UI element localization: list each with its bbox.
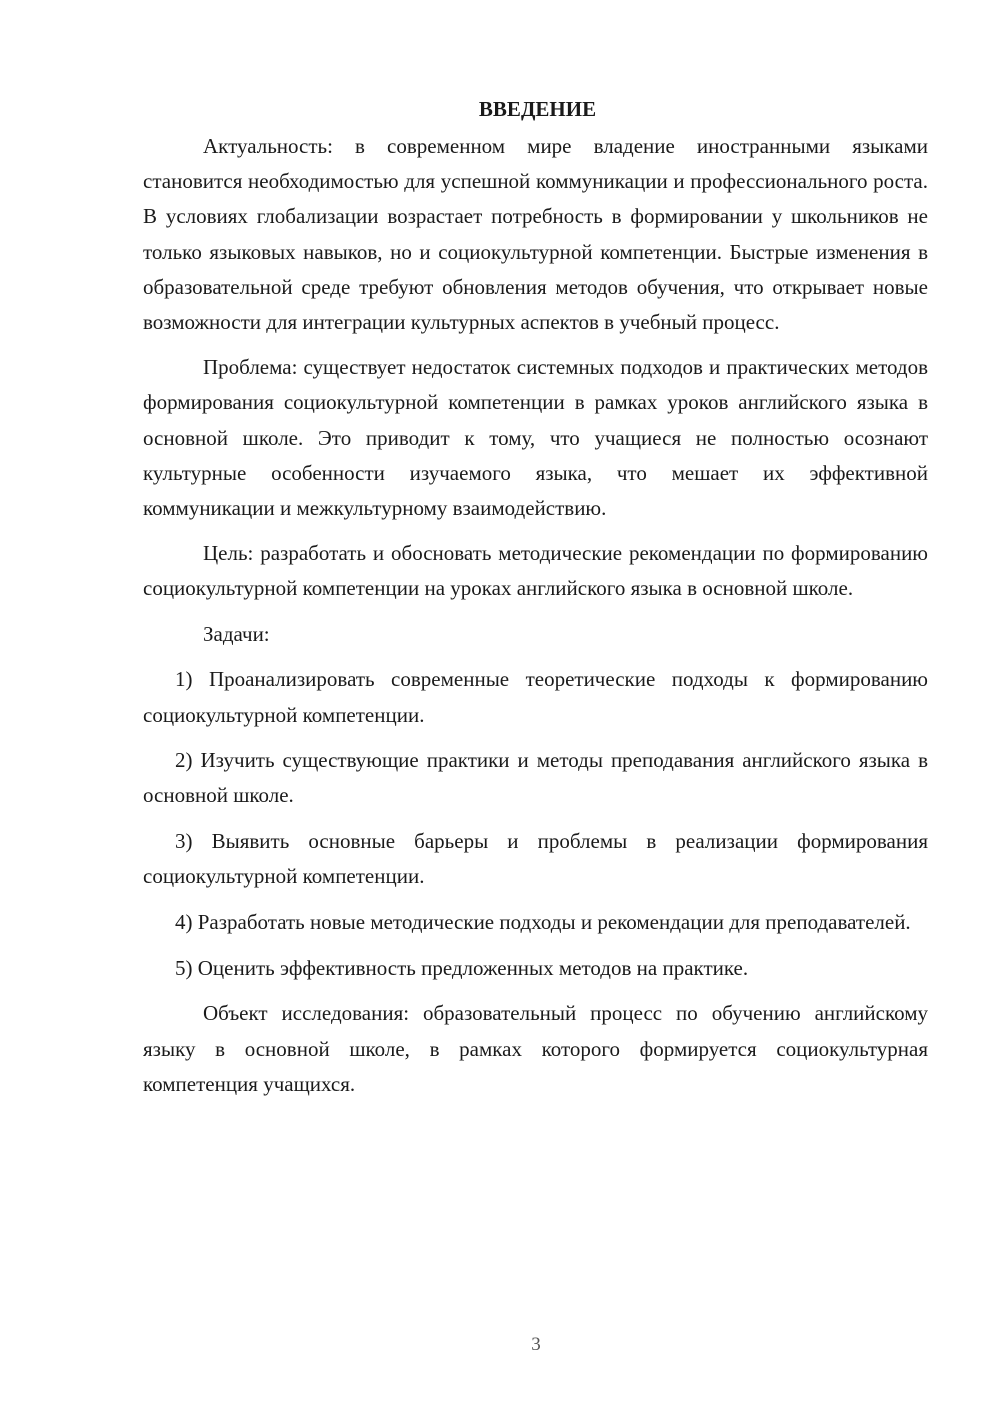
task-item-4: 4) Разработать новые методические подходы и рекомендации для преподавателей. xyxy=(175,910,911,935)
task-item-5: 5) Оценить эффективность предложенных методов на практике. xyxy=(175,955,749,980)
document-page xyxy=(143,92,928,1102)
task-item-2: 2) Изучить существующие практики и методы преподавания английского языка в основной школе. xyxy=(143,748,928,808)
relevance-paragraph: Актуальность: в современном мире владение иностранными языками становится необходимостью для успешной коммуникации и профессионального роста. В условиях глобализации возрастает потребность в формировании у школьников не только языковых навыков, но и социокультурной компетенции. Быстрые изменения в образовательной среде требуют обновления методов обучения, что открывает новые возможности для интеграции культурных аспектов в учебный процесс. xyxy=(143,134,928,335)
object-paragraph: Объект исследования: образовательный процесс по обучению английскому языку в основной школе, в рамках которого формируется социокультурная компетенция учащихся. xyxy=(143,1001,928,1096)
goal-paragraph: Цель: разработать и обосновать методические рекомендации по формированию социокультурной компетенции на уроках английского языка в основной школе. xyxy=(143,541,928,601)
problem-paragraph: Проблема: существует недостаток системных подходов и практических методов формирования социокультурной компетенции в рамках уроков английского языка в основной школе. Это приводит к тому, что учащиеся не полностью осознают культурные особенности изучаемого языка, что мешает их эффективной коммуникации и межкультурному взаимодействию. xyxy=(143,355,928,521)
section-title: ВВЕДЕНИЕ xyxy=(478,97,597,121)
task-item-3: 3) Выявить основные барьеры и проблемы в реализации формирования социокультурной компетенции. xyxy=(143,829,928,889)
page-number: 3 xyxy=(531,1334,541,1355)
task-item-1: 1) Проанализировать современные теоретические подходы к формированию социокультурной компетенции. xyxy=(143,667,928,727)
tasks-list xyxy=(143,662,928,986)
tasks-heading: Задачи: xyxy=(203,621,270,646)
